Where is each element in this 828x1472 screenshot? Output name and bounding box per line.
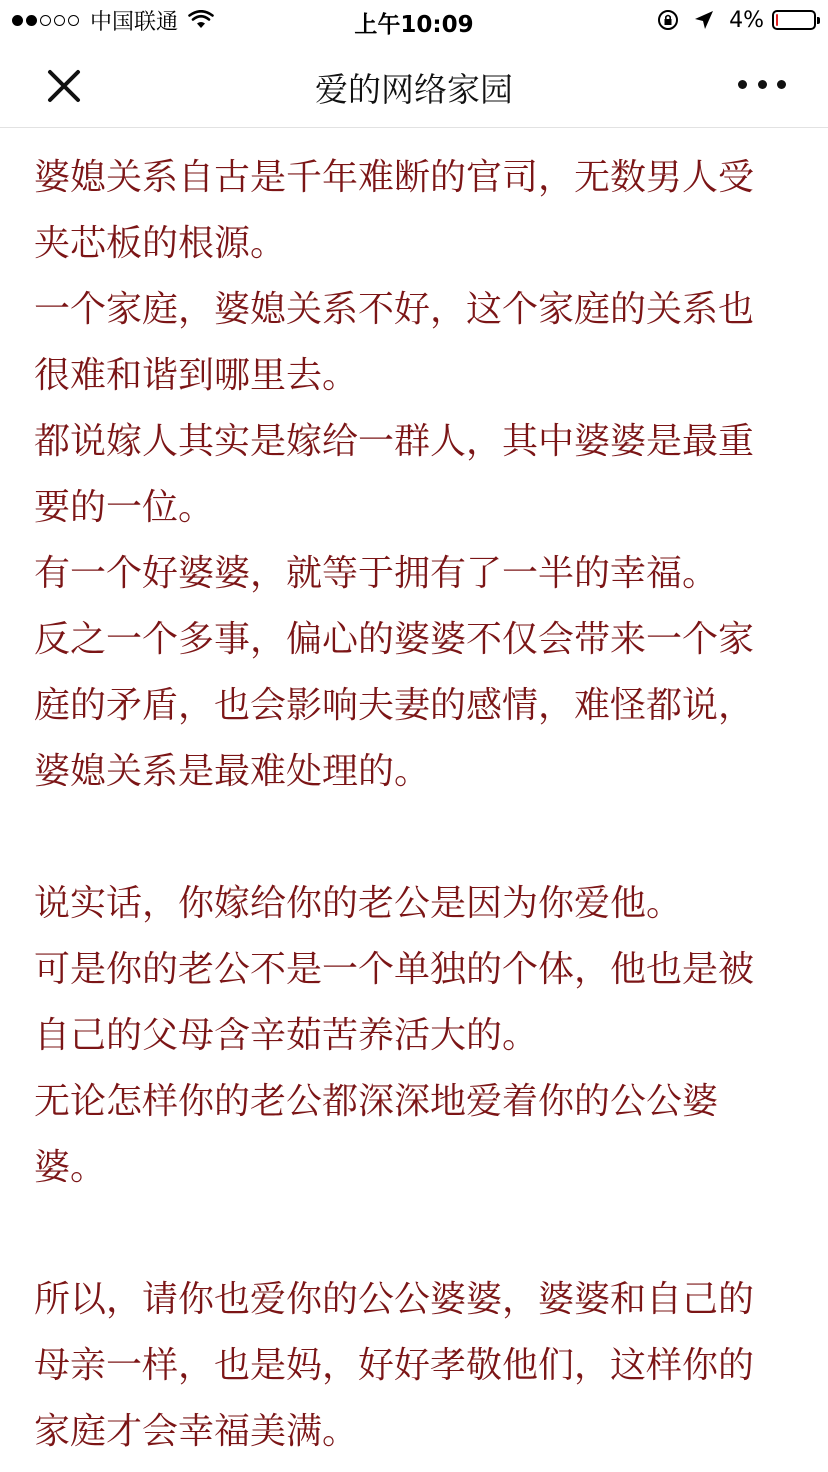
article-line: 婆。 <box>34 1147 107 1188</box>
article-line: 要的一位。 <box>34 487 215 528</box>
article-line: 庭的矛盾，也会影响夫妻的感情，难怪都说， <box>34 685 755 726</box>
battery-level <box>776 14 778 26</box>
article-line: 婆媳关系自古是千年难断的官司，无数男人受 <box>34 157 755 198</box>
article-line: 婆媳关系是最难处理的。 <box>34 751 431 792</box>
article-line: 母亲一样，也是妈，好好孝敬他们，这样你的 <box>34 1345 755 1386</box>
article-line: 自己的父母含辛茹苦养活大的。 <box>34 1015 539 1056</box>
more-icon[interactable] <box>738 72 786 96</box>
rotation-lock-icon <box>657 9 679 31</box>
article-line: 很难和谐到哪里去。 <box>34 355 359 396</box>
article-line: 一个家庭，婆媳关系不好，这个家庭的关系也 <box>34 289 755 330</box>
navigation-bar <box>0 40 828 128</box>
status-bar <box>0 0 828 40</box>
article-line: 都说嫁人其实是嫁给一群人，其中婆婆是最重 <box>34 421 755 462</box>
article-line: 可是你的老公不是一个单独的个体，他也是被 <box>34 949 755 990</box>
article-line: 所以，请你也爱你的公公婆婆，婆婆和自己的 <box>34 1279 755 1320</box>
article-line: 反之一个多事，偏心的婆婆不仅会带来一个家 <box>34 619 755 660</box>
article-line: 家庭才会幸福美满。 <box>34 1411 359 1452</box>
page-title: 爱的网络家园 <box>315 70 513 109</box>
article-body <box>34 145 794 1465</box>
article-line: 无论怎样你的老公都深深地爱着你的公公婆 <box>34 1081 719 1122</box>
battery-percentage: 4% <box>729 7 764 33</box>
paragraph-break <box>34 1201 794 1267</box>
location-icon <box>693 9 715 31</box>
article-line: 有一个好婆婆，就等于拥有了一半的幸福。 <box>34 553 719 594</box>
article-line: 说实话，你嫁给你的老公是因为你爱他。 <box>34 883 683 924</box>
paragraph-break <box>34 805 794 871</box>
carrier-name: 中国联通 <box>90 9 179 35</box>
status-time: 上午10:09 <box>354 12 474 38</box>
article-line: 夹芯板的根源。 <box>34 223 287 264</box>
battery-icon <box>772 10 816 30</box>
status-right <box>657 6 816 34</box>
